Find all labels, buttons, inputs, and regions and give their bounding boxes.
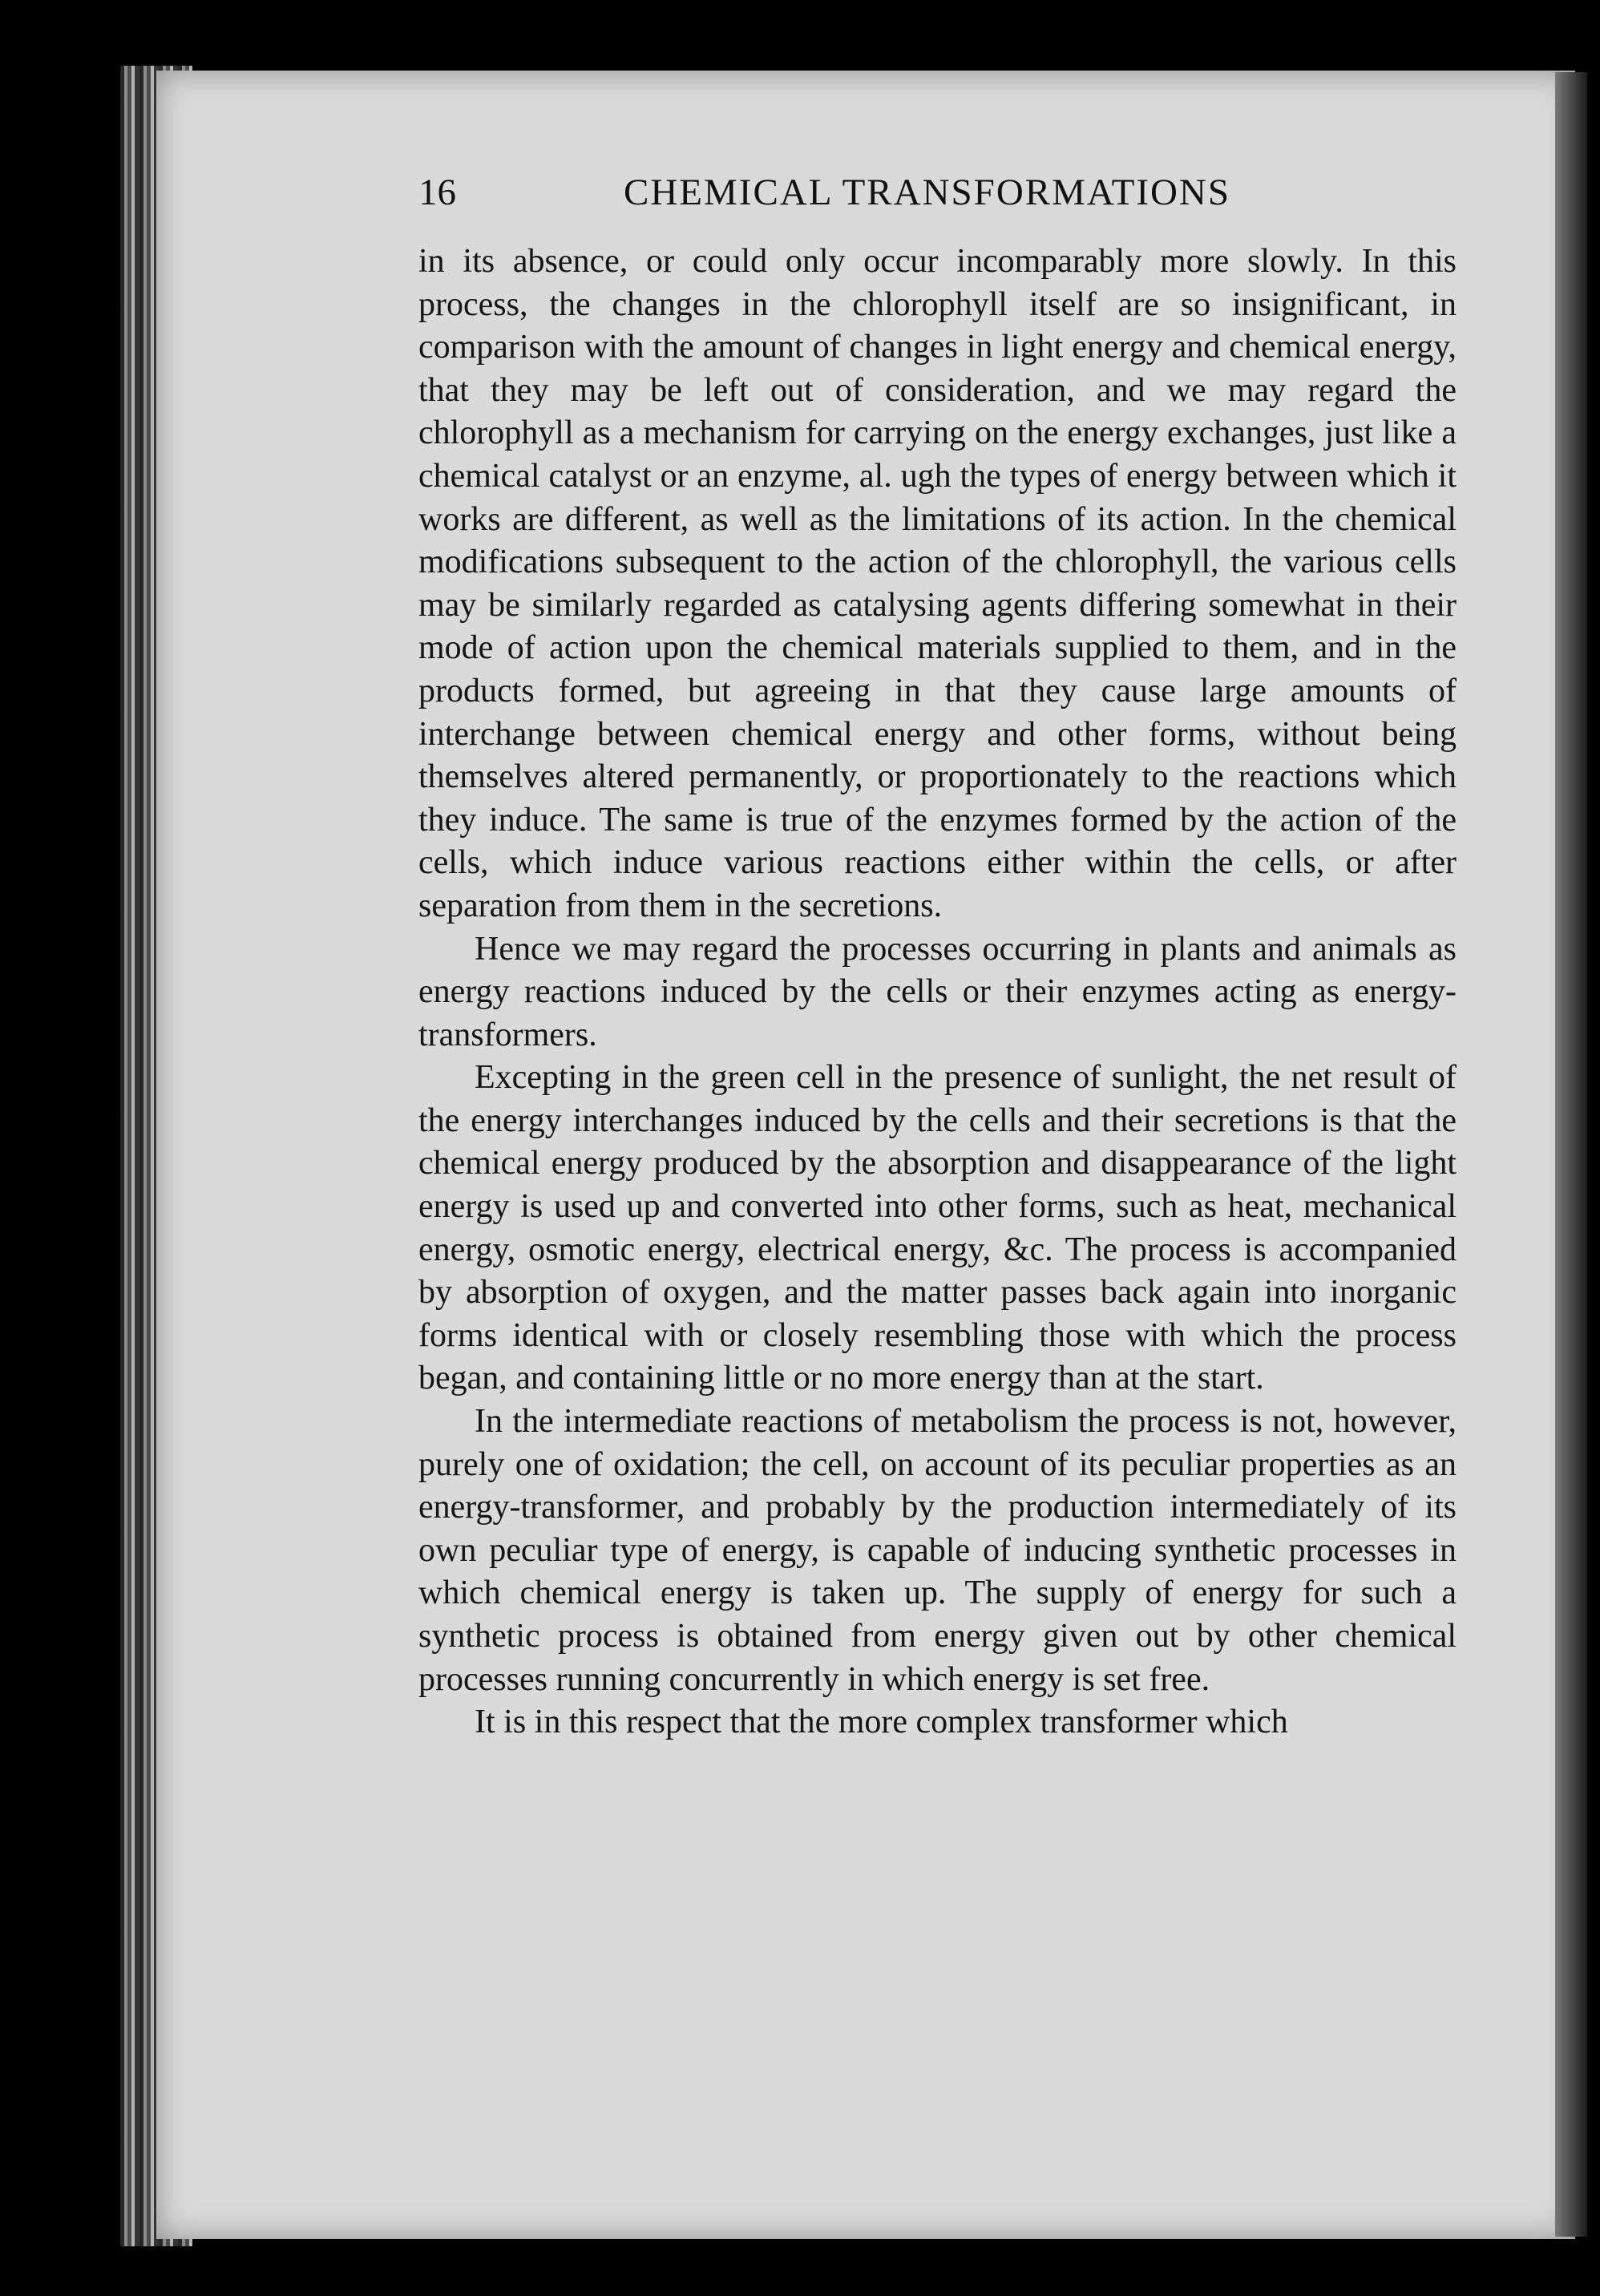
paragraph: It is in this respect that the more complex transformer which [475,1704,1288,1741]
body-text [418,241,1457,1744]
page-edge [1555,72,1587,2237]
page-number: 16 [418,172,456,213]
paragraph: Hence we may regard the processes occurring in plants and animals as energy reactions induced by the cells or their enzymes acting as energy-transformers. [418,930,1457,1053]
paragraph: in its absence, or could only occur incomparably more slowly. In this process, the changes in the chlorophyll itself are so insignificant, in comparison with the amount of changes in light energy and chemical energy, that they may be left out of consideration, and we may regard the chlorophyll as a mechanism for carrying on the energy exchanges, just like a chemical catalyst or an enzyme, al. ugh the types of energy between which it works are different, as well as the limitations of its action. In the chemical modifications subsequent to the action of the chlorophyll, the various cells may be similarly regarded as catalysing agents differing somewhat in their mode of action upon the chemical materials supplied to them, and in the products formed, but agreeing in that they cause large amounts of interchange between chemical energy and other forms, without being themselves altered permanently, or proportionately to the reactions which they induce. The same is true of the enzymes formed by the action of the cells, which induce various reactions either within the cells, or after separation from them in the secretions. [418,243,1457,924]
paragraph: In the intermediate reactions of metabolism the process is not, however, purely one of oxidation; the cell, on account of its peculiar properties as an energy-transformer, and probably by the production intermediately of its own peculiar type of energy, is capable of inducing synthetic processes in which chemical energy is taken up. The supply of energy for such a synthetic process is obtained from energy given out by other chemical processes running concurrently in which energy is set free. [418,1403,1457,1698]
paragraph: Excepting in the green cell in the presence of sunlight, the net result of the energy interchanges induced by the cells and their secretions is that the chemical energy produced by the absorption and disappearance of the light energy is used up and converted into other forms, such as heat, mechanical energy, osmotic energy, electrical energy, &c. The process is accompanied by absorption of oxygen, and the matter passes back again into inorganic forms identical with or closely resembling those with which the process began, and containing little or no more energy than at the start. [418,1059,1457,1397]
running-head-title: CHEMICAL TRANSFORMATIONS [624,172,1231,213]
